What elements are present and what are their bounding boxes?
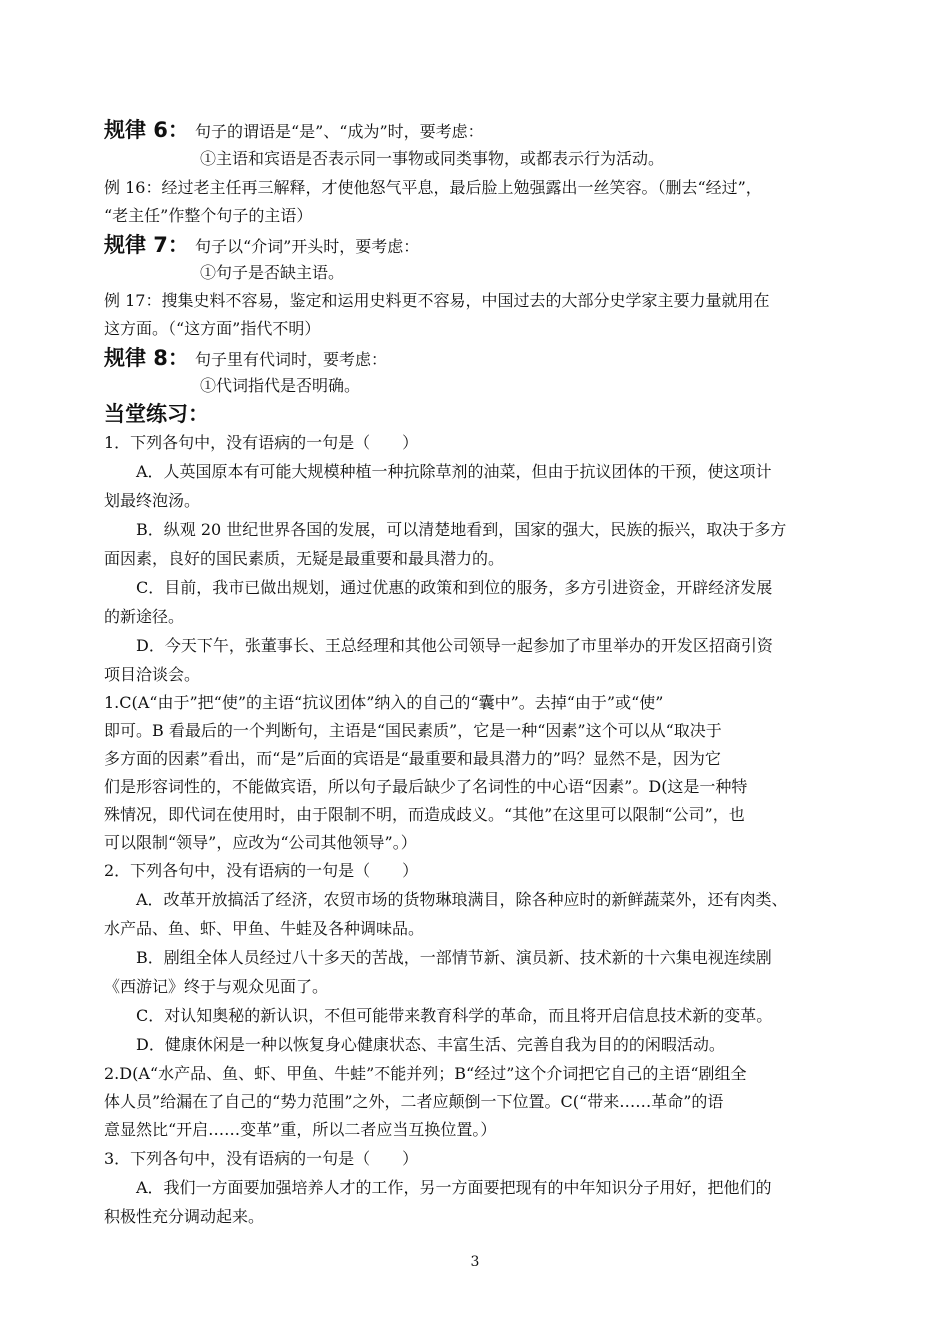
q1-answer-line: 即可。B 看最后的一个判断句，主语是“国民素质”，它是一种“因素”这个可以从“取决于 (104, 721, 722, 740)
q1-option-b: B．纵观 20 世纪世界各国的发展，可以清楚地看到，国家的强大，民族的振兴，取决于多方 (136, 520, 787, 539)
example-17-line: 例 17：搜集史料不容易，鉴定和运用史料更不容易，中国过去的大部分史学家主要力量就用在 (104, 291, 770, 310)
q1-answer-line: 多方面的因素”看出，而“是”后面的宾语是“最重要和最具潜力的”吗？显然不是，因为它 (104, 749, 721, 768)
question-1-stem: 1．下列各句中，没有语病的一句是（ ） (104, 433, 419, 452)
q2-option-b-cont: 《西游记》终于与观众见面了。 (104, 977, 329, 996)
page-number: 3 (470, 1254, 480, 1270)
example-16-line: “老主任”作整个句子的主语） (104, 206, 313, 225)
q2-option-c: C．对认知奥秘的新认识，不但可能带来教育科学的革命，而且将开启信息技术新的变革。 (136, 1006, 773, 1025)
section-title: 当堂练习： (104, 402, 209, 426)
q3-option-a: A．我们一方面要加强培养人才的工作，另一方面要把现有的中年知识分子用好，把他们的 (136, 1178, 772, 1197)
rule-8 (104, 347, 387, 371)
q1-answer-line: 殊情况，即代词在使用时，由于限制不明，而造成歧义。“其他”在这里可以限制“公司”，也 (104, 805, 745, 824)
q2-answer-line: 意显然比“开启……变革”重，所以二者应当互换位置。） (104, 1120, 497, 1139)
rule-6-text: 句子的谓语是“是”、“成为”时，要考虑： (194, 122, 484, 141)
q1-option-a-cont: 划最终泡汤。 (104, 491, 201, 510)
rule-8-point: ①代词指代是否明确。 (200, 376, 361, 395)
example-16-line: 例 16：经过老主任再三解释，才使他怒气平息，最后脸上勉强露出一丝笑容。（删去“经过”， (104, 178, 762, 197)
q1-option-a: A．人英国原本有可能大规模种植一种抗除草剂的油菜，但由于抗议团体的干预，使这项计 (136, 462, 772, 481)
q2-option-b: B．剧组全体人员经过八十多天的苦战，一部情节新、演员新、技术新的十六集电视连续剧 (136, 948, 772, 967)
rule-7-point: ①句子是否缺主语。 (200, 263, 345, 282)
rule-7-heading: 规律 7： (104, 233, 189, 257)
rule-7 (104, 234, 419, 258)
q1-option-b-cont: 面因素，良好的国民素质，无疑是最重要和最具潜力的。 (104, 549, 505, 568)
q1-answer-line: 1.C(A“由于”把“使”的主语“抗议团体”纳入的自己的“囊中”。去掉“由于”或“使” (104, 693, 664, 712)
rule-6 (104, 119, 484, 143)
q1-option-c-cont: 的新途径。 (104, 607, 185, 626)
rule-6-point: ①主语和宾语是否表示同一事物或同类事物，或都表示行为活动。 (200, 149, 665, 168)
rule-6-heading: 规律 6： (104, 118, 189, 142)
q2-option-a: A．改革开放搞活了经济，农贸市场的货物琳琅满目，除各种应时的新鲜蔬菜外，还有肉类、 (136, 890, 788, 909)
q1-answer-line: 可以限制“领导”，应改为“公司其他领导”。） (104, 833, 417, 852)
q1-option-d: D．今天下午，张董事长、王总经理和其他公司领导一起参加了市里举办的开发区招商引资 (136, 636, 773, 655)
q2-option-d: D．健康休闲是一种以恢复身心健康状态、丰富生活、完善自我为目的的闲暇活动。 (136, 1035, 725, 1054)
q1-answer-line: 们是形容词性的，不能做宾语，所以句子最后缺少了名词性的中心语“因素”。D(这是一种特 (104, 777, 748, 796)
q1-option-d-cont: 项目洽谈会。 (104, 665, 201, 684)
q1-option-c: C．目前，我市已做出规划，通过优惠的政策和到位的服务，多方引进资金，开辟经济发展 (136, 578, 773, 597)
q2-answer-line: 体人员”给漏在了自己的“势力范围”之外，二者应颠倒一下位置。C(“带来……革命”的语 (104, 1092, 724, 1111)
rule-7-text: 句子以“介词”开头时，要考虑： (194, 237, 420, 256)
rule-8-text: 句子里有代词时，要考虑： (194, 350, 387, 369)
q2-option-a-cont: 水产品、鱼、虾、甲鱼、牛蛙及各种调味品。 (104, 919, 425, 938)
rule-8-heading: 规律 8： (104, 346, 189, 370)
question-2-stem: 2．下列各句中，没有语病的一句是（ ） (104, 861, 419, 880)
q2-answer-line: 2.D(A“水产品、鱼、虾、甲鱼、牛蛙”不能并列；B“经过”这个介词把它自己的主语“剧组全 (104, 1064, 747, 1083)
q3-option-a-cont: 积极性充分调动起来。 (104, 1207, 265, 1226)
question-3-stem: 3．下列各句中，没有语病的一句是（ ） (104, 1149, 419, 1168)
example-17-line: 这方面。（“这方面”指代不明） (104, 319, 321, 338)
